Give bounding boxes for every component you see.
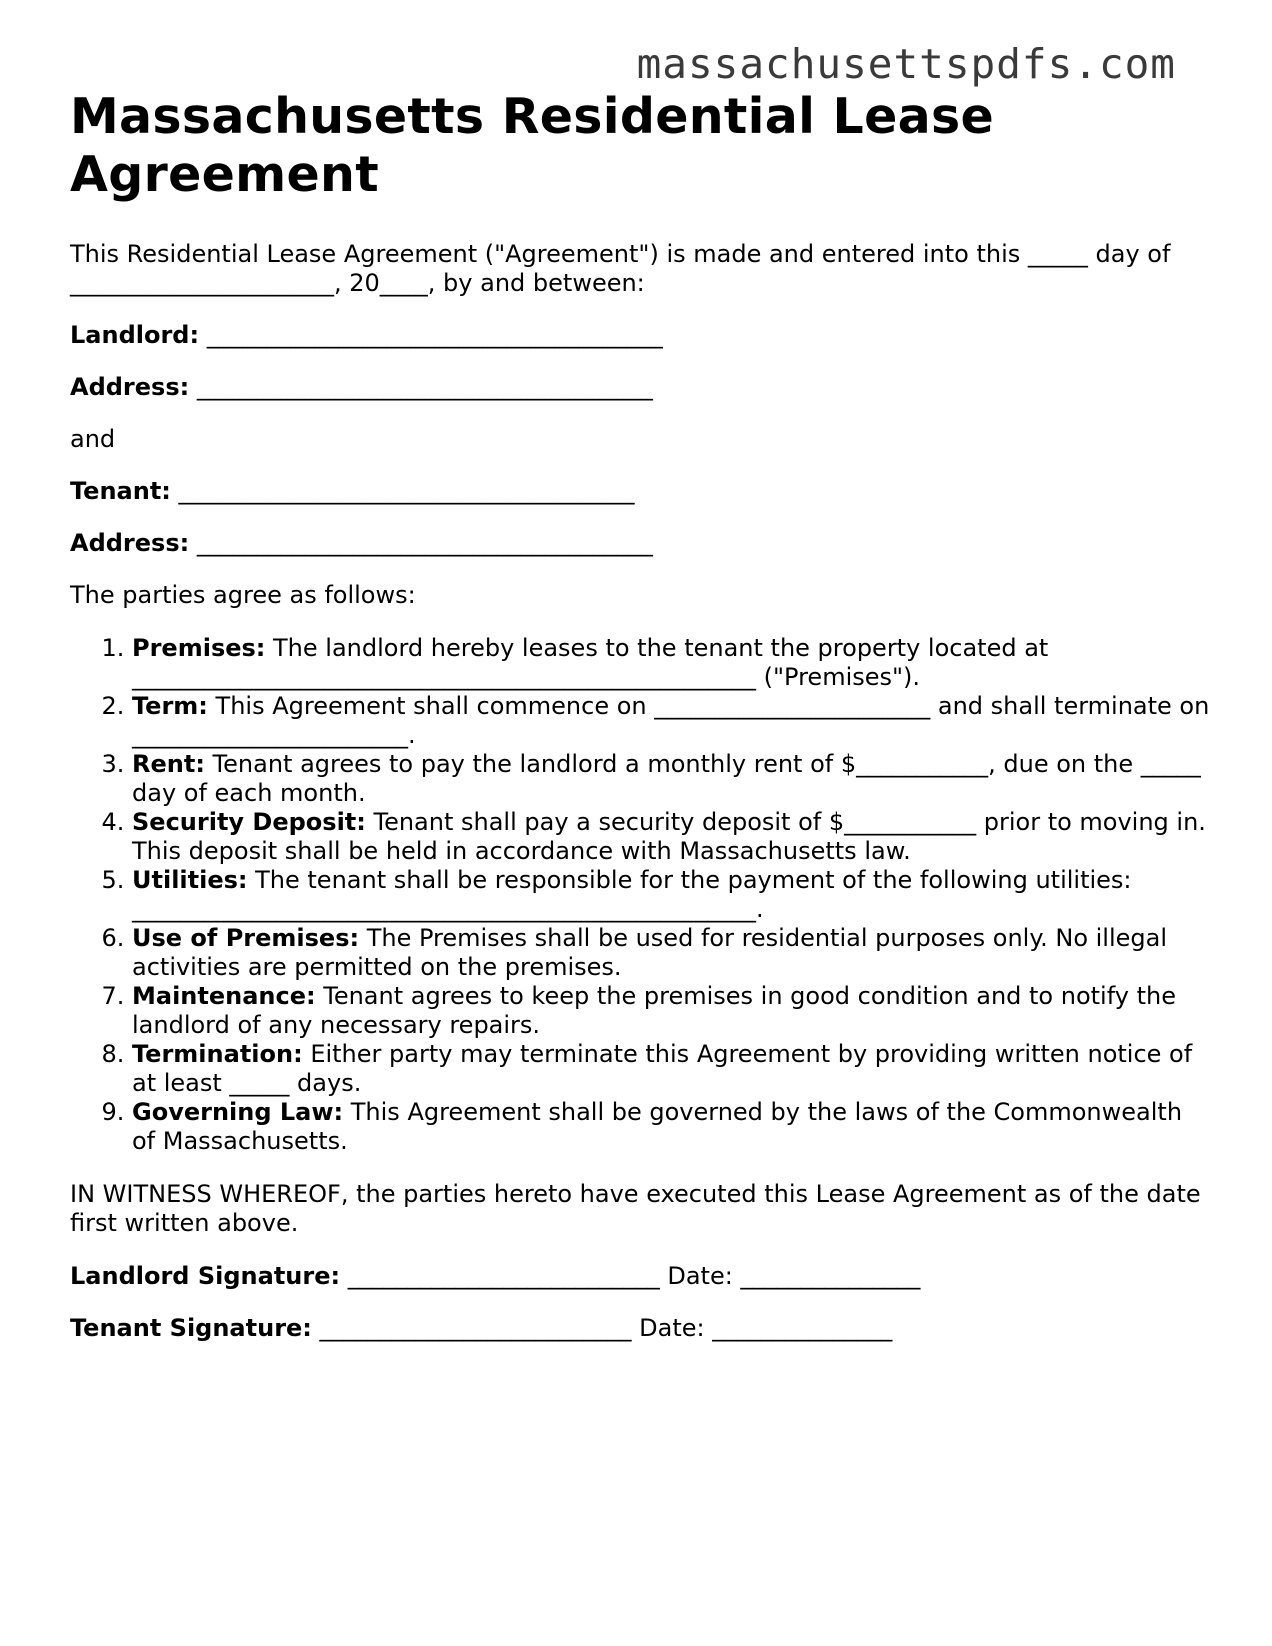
term-text: This Agreement shall be governed by the laws of the Commonwealth of Massachusetts. [132,1098,1183,1155]
landlord-line [70,321,1210,350]
page-title: Massachusetts Residential Lease Agreement [70,88,994,203]
term-label: Maintenance: [132,982,316,1010]
landlord-signature-blanks: __________________________ Date: _______________ [340,1262,921,1290]
term-item [132,750,1210,808]
term-label: Security Deposit: [132,808,366,836]
term-label: Rent: [132,750,205,778]
term-label: Premises: [132,634,266,662]
landlord-blank: ______________________________________ [199,321,663,349]
witness-paragraph: IN WITNESS WHEREOF, the parties hereto have executed this Lease Agreement as of the date first written above. [70,1180,1201,1237]
term-item [132,808,1210,866]
term-text: Tenant agrees to keep the premises in good condition and to notify the landlord of any necessary repairs. [132,982,1176,1039]
tenant-blank: ______________________________________ [170,477,635,505]
tenant-address-blank: ______________________________________ [189,529,653,557]
document-page [70,88,1210,1343]
and-text: and [70,425,116,453]
term-item [132,982,1210,1040]
tenant-line [70,477,1210,506]
tenant-address-label: Address: [70,529,190,557]
landlord-label: Landlord: [70,321,200,349]
term-item [132,692,1210,750]
term-text: Either party may terminate this Agreement by providing written notice of at least _____ days. [132,1040,1193,1097]
term-text: Tenant agrees to pay the landlord a monthly rent of $___________, due on the _____ day of each month. [132,750,1201,807]
term-text: This Agreement shall commence on _______________________ and shall terminate on _______________________. [132,692,1210,749]
tenant-signature-line [70,1314,1210,1343]
term-label: Utilities: [132,866,248,894]
landlord-address-blank: ______________________________________ [189,373,653,401]
term-text: The tenant shall be responsible for the payment of the following utilities: ____________________________________________________. [132,866,1132,923]
landlord-address-label: Address: [70,373,190,401]
landlord-signature-line [70,1262,1210,1291]
term-label: Termination: [132,1040,303,1068]
term-item [132,924,1210,982]
term-text: The landlord hereby leases to the tenant the property located at ____________________________________________________ ("Premises"). [132,634,1049,691]
tenant-signature-blanks: __________________________ Date: _______________ [311,1314,893,1342]
tenant-signature-label: Tenant Signature: [70,1314,312,1342]
tenant-address-line [70,529,1210,558]
tenant-label: Tenant: [70,477,171,505]
terms-list [70,634,1210,1156]
agree-text: The parties agree as follows: [70,581,416,609]
landlord-signature-label: Landlord Signature: [70,1262,341,1290]
watermark: massachusettspdfs.com [636,40,1176,88]
intro-paragraph: This Residential Lease Agreement ("Agreement") is made and entered into this _____ day of ______________________, 20____, by and between: [70,240,1171,297]
landlord-address-line [70,373,1210,402]
term-label: Term: [132,692,208,720]
term-item [132,1040,1210,1098]
term-item [132,866,1210,924]
term-label: Use of Premises: [132,924,360,952]
term-item [132,634,1210,692]
term-item [132,1098,1210,1156]
term-text: The Premises shall be used for residential purposes only. No illegal activities are permitted on the premises. [132,924,1168,981]
term-label: Governing Law: [132,1098,344,1126]
term-text: Tenant shall pay a security deposit of $___________ prior to moving in. This deposit shall be held in accordance with Massachusetts law. [132,808,1206,865]
